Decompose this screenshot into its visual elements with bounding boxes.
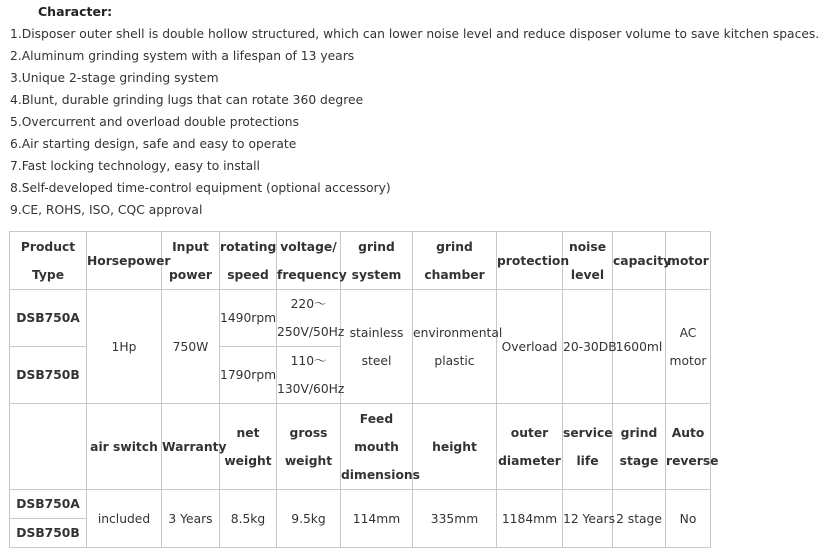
header-outer-diameter: outer diameter [497, 404, 563, 490]
model-cell: DSB750B [10, 519, 87, 548]
grind-system-cell: stainless steel [341, 290, 413, 404]
feature-item: 7.Fast locking technology, easy to install [10, 159, 260, 173]
header-horsepower: Horsepower [87, 232, 162, 290]
grind-chamber-cell: environmental plastic [413, 290, 497, 404]
header-grind-chamber: grind chamber [413, 232, 497, 290]
input-power-cell: 750W [162, 290, 220, 404]
feature-item: 6.Air starting design, safe and easy to operate [10, 137, 297, 151]
noise-level-cell: 20-30DB [563, 290, 613, 404]
header-air-switch: air switch [87, 404, 162, 490]
model-cell: DSB750A [10, 490, 87, 519]
header-height: height [413, 404, 497, 490]
feature-list [10, 24, 819, 222]
header-capacity: capacity [613, 232, 666, 290]
spec-table [9, 231, 719, 548]
feed-mouth-cell: 114mm [341, 490, 413, 548]
speed-cell: 1790rpm [220, 347, 277, 404]
header-net-weight: net weight [220, 404, 277, 490]
net-weight-cell: 8.5kg [220, 490, 277, 548]
feature-item: 3.Unique 2-stage grinding system [10, 71, 219, 85]
header-feed-mouth: Feed mouth dimensions [341, 404, 413, 490]
feature-item: 5.Overcurrent and overload double protections [10, 115, 300, 129]
header-gross-weight: gross weight [277, 404, 341, 490]
table2-header-row [10, 404, 711, 490]
header-product-type: Product Type [10, 232, 87, 290]
warranty-cell: 3 Years [162, 490, 220, 548]
header-motor: motor [666, 232, 711, 290]
gross-weight-cell: 9.5kg [277, 490, 341, 548]
header-grind-stage: grind stage [613, 404, 666, 490]
outer-diameter-cell: 1184mm [497, 490, 563, 548]
header-input-power: Input power [162, 232, 220, 290]
model-cell: DSB750A [10, 290, 87, 347]
voltage-cell: 220～ 250V/50Hz [277, 290, 341, 347]
feature-item: 4.Blunt, durable grinding lugs that can rotate 360 degree [10, 93, 364, 107]
header-empty [10, 404, 87, 490]
table2-row [10, 490, 711, 519]
air-switch-cell: included [87, 490, 162, 548]
feature-item: 9.CE, ROHS, ISO, CQC approval [10, 203, 203, 217]
grind-stage-cell: 2 stage [613, 490, 666, 548]
motor-cell: AC motor [666, 290, 711, 404]
header-service-life: service life [563, 404, 613, 490]
height-cell: 335mm [413, 490, 497, 548]
speed-cell: 1490rpm [220, 290, 277, 347]
protection-cell: Overload [497, 290, 563, 404]
capacity-cell: 1600ml [613, 290, 666, 404]
header-noise-level: noise level [563, 232, 613, 290]
header-warranty: Warranty [162, 404, 220, 490]
table1-header-row [10, 232, 711, 290]
header-protection: protection [497, 232, 563, 290]
table1-row [10, 290, 711, 347]
service-life-cell: 12 Years [563, 490, 613, 548]
header-voltage-frequency: voltage/ frequency [277, 232, 341, 290]
auto-reverse-cell: No [666, 490, 711, 548]
feature-item: 8.Self-developed time-control equipment (optional accessory) [10, 181, 391, 195]
section-heading: Character: [38, 4, 113, 19]
voltage-cell: 110～ 130V/60Hz [277, 347, 341, 404]
feature-item: 2.Aluminum grinding system with a lifespan of 13 years [10, 49, 355, 63]
header-grind-system: grind system [341, 232, 413, 290]
feature-item: 1.Disposer outer shell is double hollow structured, which can lower noise level and reduce disposer volume to save kitchen spaces. [10, 27, 819, 41]
horsepower-cell: 1Hp [87, 290, 162, 404]
header-rotating-speed: rotating speed [220, 232, 277, 290]
header-auto-reverse: Auto reverse [666, 404, 711, 490]
model-cell: DSB750B [10, 347, 87, 404]
